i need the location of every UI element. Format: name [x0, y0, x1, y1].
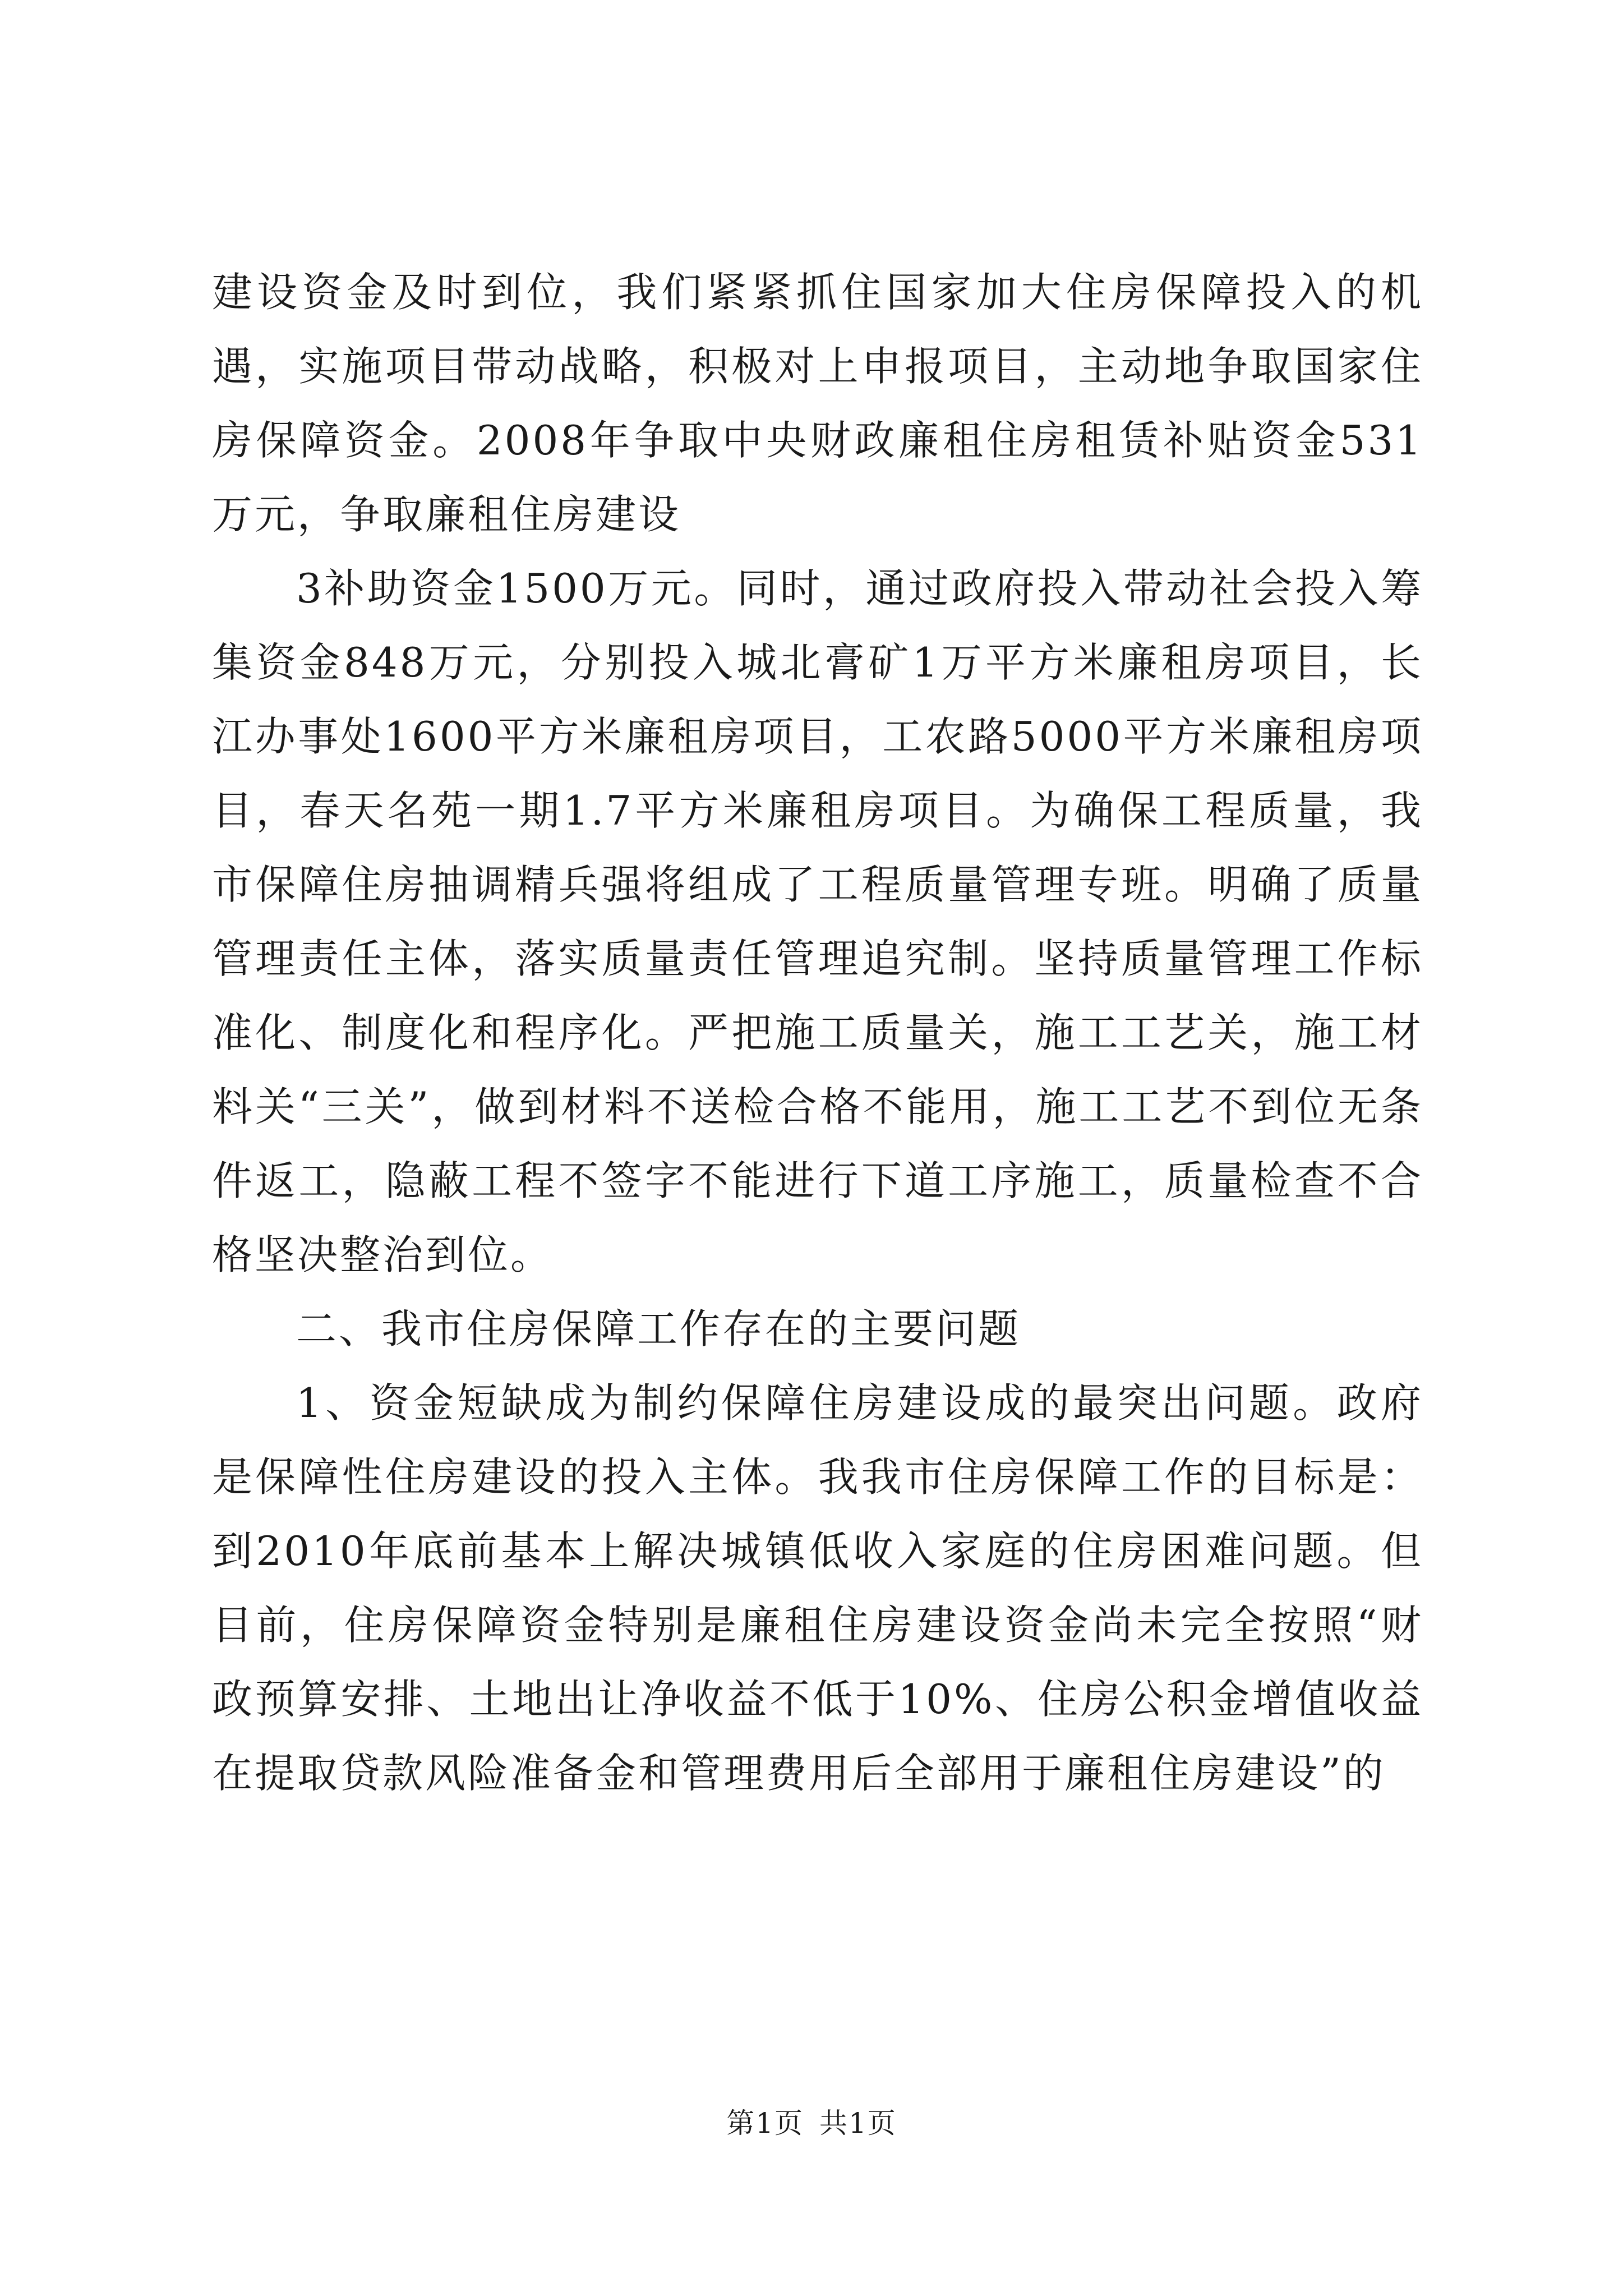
document-body — [212, 255, 1423, 1810]
paragraph-subsidy-and-quality: 3补助资金1500万元。同时，通过政府投入带动社会投入筹集资金848万元，分别投入城北膏矿1万平方米廉租房项目，长江办事处1600平方米廉租房项目，工农路5000平方米廉租房项目，春天名苑一期1.7平方米廉租房项目。为确保工程质量，我市保障住房抽调精兵强将组成了工程质量管理专班。明确了质量管理责任主体，落实质量责任管理追究制。坚持质量管理工作标准化、制度化和程序化。严把施工质量关，施工工艺关，施工材料关“三关”，做到材料不送检合格不能用，施工工艺不到位无条件返工，隐蔽工程不签字不能进行下道工序施工，质量检查不合格坚决整治到位。 — [212, 565, 1423, 1278]
page-number: 第1页 — [726, 2107, 804, 2139]
page-footer — [0, 2101, 1623, 2141]
section-heading-main-problems: 二、我市住房保障工作存在的主要问题 — [296, 1305, 1021, 1352]
page-total: 共1页 — [819, 2107, 897, 2139]
paragraph-funding-intro: 建设资金及时到位，我们紧紧抓住国家加大住房保障投入的机遇，实施项目带动战略，积极对上申报项目，主动地争取国家住房保障资金。2008年争取中央财政廉租住房租赁补贴资金531万元，争取廉租住房建设 — [212, 269, 1423, 538]
paragraph-funding-shortage: 1、资金短缺成为制约保障住房建设成的最突出问题。政府是保障性住房建设的投入主体。我我市住房保障工作的目标是：到2010年底前基本上解决城镇低收入家庭的住房困难问题。但目前，住房保障资金特别是廉租住房建设资金尚未完全按照“财政预算安排、土地出让净收益不低于10%、住房公积金增值收益在提取贷款风险准备金和管理费用后全部用于廉租住房建设”的 — [212, 1379, 1423, 1797]
